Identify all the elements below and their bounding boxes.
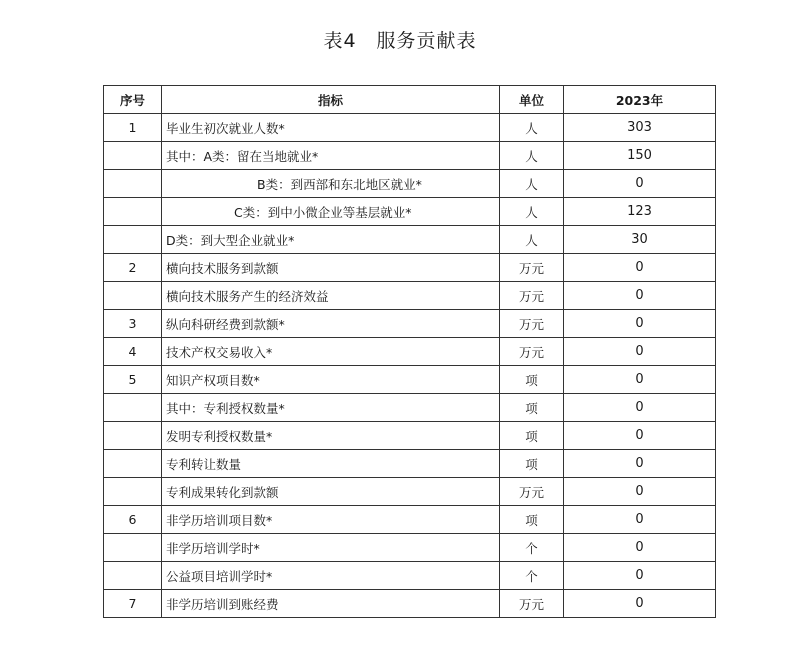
table-row [104,394,716,422]
value-cell: 0 [564,534,716,562]
indicator-cell: 毕业生初次就业人数* [162,114,500,142]
unit-cell: 万元 [500,310,564,338]
seq-cell [104,226,162,254]
value-cell: 0 [564,338,716,366]
indicator-cell: 非学历培训项目数* [162,506,500,534]
unit-cell: 项 [500,422,564,450]
table-row [104,310,716,338]
indicator-cell: 非学历培训到账经费 [162,590,500,618]
header-indicator: 指标 [162,86,500,114]
table-row [104,590,716,618]
seq-cell: 4 [104,338,162,366]
value-cell: 0 [564,394,716,422]
indicator-cell: 非学历培训学时* [162,534,500,562]
indicator-cell: 其中：A类：留在当地就业* [162,142,500,170]
seq-cell [104,562,162,590]
table-row [104,450,716,478]
table-row [104,254,716,282]
seq-cell: 7 [104,590,162,618]
value-cell: 0 [564,366,716,394]
value-cell: 0 [564,450,716,478]
indicator-cell: 横向技术服务产生的经济效益 [162,282,500,310]
seq-cell [104,394,162,422]
seq-cell [104,534,162,562]
indicator-cell: 专利成果转化到款额 [162,478,500,506]
unit-cell: 人 [500,226,564,254]
indicator-cell: 纵向科研经费到款额* [162,310,500,338]
indicator-cell: 公益项目培训学时* [162,562,500,590]
value-cell: 0 [564,562,716,590]
table-row [104,534,716,562]
unit-cell: 人 [500,198,564,226]
seq-cell: 5 [104,366,162,394]
value-cell: 0 [564,310,716,338]
indicator-cell: 专利转让数量 [162,450,500,478]
table-header-row [104,86,716,114]
value-cell: 303 [564,114,716,142]
indicator-cell: 发明专利授权数量* [162,422,500,450]
indicator-cell: C类：到中小微企业等基层就业* [162,198,500,226]
value-cell: 123 [564,198,716,226]
value-cell: 0 [564,590,716,618]
indicator-cell: 技术产权交易收入* [162,338,500,366]
seq-cell [104,170,162,198]
indicator-cell: D类：到大型企业就业* [162,226,500,254]
table-row [104,198,716,226]
unit-cell: 万元 [500,338,564,366]
unit-cell: 万元 [500,282,564,310]
unit-cell: 项 [500,450,564,478]
unit-cell: 个 [500,534,564,562]
unit-cell: 个 [500,562,564,590]
seq-cell: 2 [104,254,162,282]
seq-cell [104,450,162,478]
unit-cell: 人 [500,170,564,198]
value-cell: 0 [564,422,716,450]
table-row [104,282,716,310]
value-cell: 150 [564,142,716,170]
value-cell: 0 [564,506,716,534]
seq-cell [104,142,162,170]
seq-cell [104,282,162,310]
value-cell: 0 [564,254,716,282]
header-seq: 序号 [104,86,162,114]
unit-cell: 项 [500,506,564,534]
table-row [104,562,716,590]
unit-cell: 万元 [500,478,564,506]
table-row [104,170,716,198]
seq-cell [104,422,162,450]
unit-cell: 万元 [500,254,564,282]
seq-cell [104,478,162,506]
indicator-cell: 横向技术服务到款额 [162,254,500,282]
seq-cell [104,198,162,226]
seq-cell: 1 [104,114,162,142]
value-cell: 30 [564,226,716,254]
table-row [104,226,716,254]
table-row [104,506,716,534]
indicator-cell: 知识产权项目数* [162,366,500,394]
unit-cell: 项 [500,394,564,422]
unit-cell: 项 [500,366,564,394]
unit-cell: 万元 [500,590,564,618]
page-title: 表4 服务贡献表 [323,30,477,52]
header-unit: 单位 [500,86,564,114]
value-cell: 0 [564,282,716,310]
table-row [104,114,716,142]
table-row [104,422,716,450]
seq-cell: 6 [104,506,162,534]
table-row [104,338,716,366]
seq-cell: 3 [104,310,162,338]
service-contribution-table [103,85,716,618]
unit-cell: 人 [500,142,564,170]
header-year: 2023年 [564,86,716,114]
indicator-cell: B类：到西部和东北地区就业* [162,170,500,198]
table-row [104,366,716,394]
unit-cell: 人 [500,114,564,142]
indicator-cell: 其中：专利授权数量* [162,394,500,422]
table-row [104,142,716,170]
value-cell: 0 [564,170,716,198]
table-row [104,478,716,506]
value-cell: 0 [564,478,716,506]
